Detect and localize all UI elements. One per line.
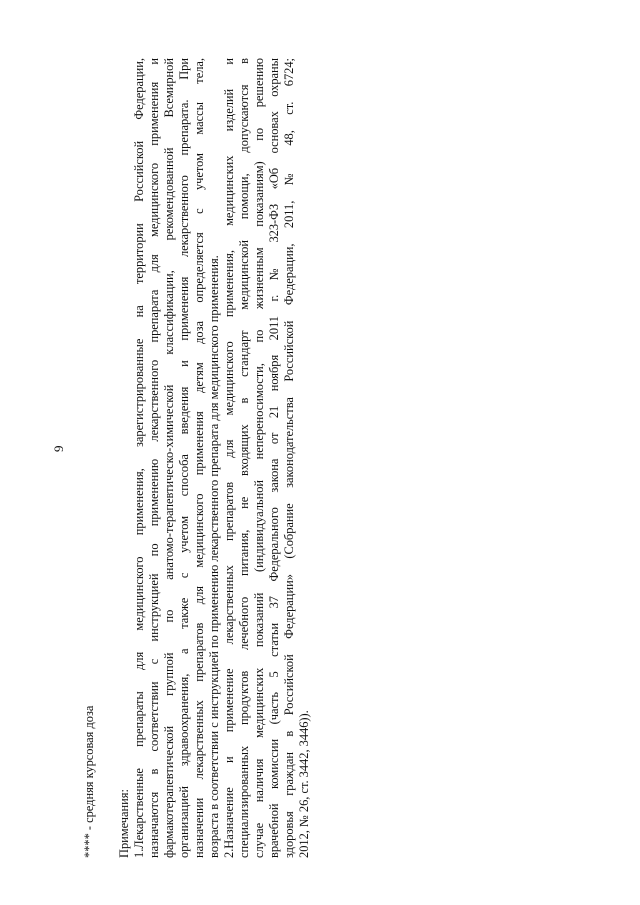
rotated-page-content	[82, 58, 312, 858]
note-line: 1.Лекарственные препараты для медицинского применения, зарегистрированные на территории Российской Федерации,	[132, 58, 146, 858]
note-line: организацией здравоохранения, а также с учетом способа введения и применения лекарственного препарата. При	[177, 58, 191, 858]
notes-heading: Примечания:	[117, 789, 131, 858]
note-line: назначаются в соответствии с инструкцией по применению лекарственного препарата для медицинского применения и	[147, 58, 161, 858]
note-line: врачебной комиссии (часть 5 статьи 37 Федерального закона от 21 ноября 2011 г. № 323-ФЗ «Об основах охраны	[267, 58, 281, 858]
note-line: случае наличия медицинских показаний (индивидуальной непереносимости, по жизненным показаниям) по решению	[252, 58, 266, 858]
note-line: назначении лекарственных препаратов для медицинского применения детям доза определяется с учетом массы тела,	[192, 58, 206, 858]
page-number: 9	[51, 445, 66, 452]
note-line: фармакотерапевтической группой по анатомо-терапевтическо-химической классификации, рекомендованной Всемирной	[162, 58, 176, 858]
note-line: 2.Назначение и применение лекарственных препаратов для медицинского применения, медицинских изделий и	[222, 58, 236, 858]
notes-section	[117, 58, 312, 858]
footnote-average-course-dose: **** - средняя курсовая доза	[82, 705, 96, 858]
note-line: специализированных продуктов лечебного питания, не входящих в стандарт медицинской помощи, допускаются в	[237, 58, 251, 858]
note-line: возраста в соответствии с инструкцией по применению лекарственного препарата для медицинского применения.	[207, 255, 221, 858]
note-line: здоровья граждан в Российской Федерации» (Собрание законодательства Российской Федерации, 2011, № 48, ст. 6724;	[282, 58, 296, 858]
note-line: 2012, № 26, ст. 3442, 3446)).	[297, 710, 311, 858]
